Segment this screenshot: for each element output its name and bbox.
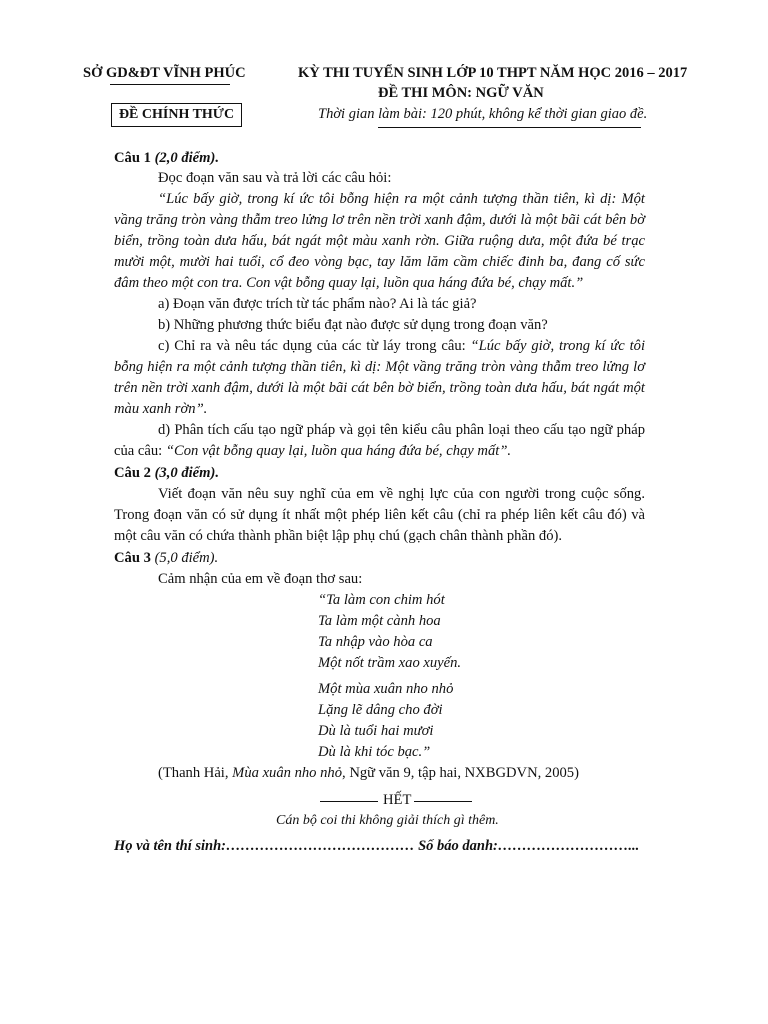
exam-title: KỲ THI TUYỂN SINH LỚP 10 THPT NĂM HỌC 2016 – 2017 <box>298 65 688 81</box>
poem-line: Ta nhập vào hòa ca <box>318 634 433 650</box>
header-rule <box>110 84 230 85</box>
poem-line: Một nốt trầm xao xuyến. <box>318 655 462 671</box>
q1-passage-line: mười một, mười hai tuổi, cổ đeo vòng bạc, tay lăm lăm cầm chiếc đinh ba, đang cố sức <box>114 254 645 270</box>
q1-part-c: c) Chỉ ra và nêu tác dụng của các từ láy trong câu: “Lúc bấy giờ, trong kí ức tôi <box>158 338 645 354</box>
q1-part-a: a) Đoạn văn được trích từ tác phẩm nào? Ai là tác giả? <box>158 296 477 312</box>
q1-part-d-line: của câu: “Con vật bỗng quay lại, luồn qua háng đứa bé, chạy mất”. <box>114 443 512 459</box>
q1-passage-line: vầng trăng tròn vàng thẫm treo lửng lơ trên nền trời xanh đậm, dưới là một bãi cát bên bờ <box>114 212 645 228</box>
poem-line: “Ta làm con chim hót <box>318 592 445 608</box>
exam-subject: ĐỀ THI MÔN: NGỮ VĂN <box>378 85 544 101</box>
q2-text-line: một câu văn có chứa thành phần biệt lập phụ chú (gạch chân thành phần đó). <box>114 528 563 544</box>
q2-text-line: Trong đoạn văn có sử dụng ít nhất một phép liên kết câu (chỉ ra phép liên kết câu đó) và <box>114 507 645 523</box>
q2-heading: Câu 2 (3,0 điểm). <box>114 465 220 481</box>
end-mark: HẾT <box>383 792 412 808</box>
q1-part-c-line: trên nền trời xanh đậm, dưới là một bãi cát bên bờ biển, trồng toàn dưa hấu, bát ngát một <box>114 380 645 396</box>
q2-text-line: Viết đoạn văn nêu suy nghĩ của em về nghị lực của con người trong cuộc sống. <box>158 486 645 502</box>
poem-line: Một mùa xuân nho nhỏ <box>318 681 454 697</box>
time-note: Thời gian làm bài: 120 phút, không kể thời gian giao đề. <box>318 106 648 122</box>
department-name: SỞ GD&ĐT VĨNH PHÚC <box>83 65 246 81</box>
q3-heading: Câu 3 (5,0 điểm). <box>114 550 219 566</box>
q1-passage-line: đâm theo một con tra. Con vật bỗng quay lại, luồn qua háng đứa bé, chạy mất.” <box>114 275 584 291</box>
poem-line: Ta làm một cành hoa <box>318 613 441 629</box>
end-rule-right <box>414 801 472 802</box>
candidate-info-line: Họ và tên thí sinh:………………………………… Số báo danh:………………………... <box>114 838 640 854</box>
end-rule-left <box>320 801 378 802</box>
q1-passage-line: biển, trồng toàn dưa hấu, bát ngát một màu xanh rờn. Giữa ruộng dưa, một đứa bé trạc <box>114 233 645 249</box>
proctor-note: Cán bộ coi thi không giải thích gì thêm. <box>276 813 499 828</box>
q1-part-c-line: màu xanh rờn”. <box>114 401 208 417</box>
q1-intro: Đọc đoạn văn sau và trả lời các câu hỏi: <box>158 170 392 186</box>
q1-passage-line: “Lúc bấy giờ, trong kí ức tôi bỗng hiện ra một cảnh tượng thần tiên, kì dị: Một <box>158 191 645 207</box>
poem-line: Dù là khi tóc bạc.” <box>318 744 431 760</box>
poem-line: Lặng lẽ dâng cho đời <box>318 702 443 718</box>
poem-source: (Thanh Hải, Mùa xuân nho nhỏ, Ngữ văn 9, tập hai, NXBGDVN, 2005) <box>158 765 579 781</box>
q1-heading: Câu 1 (2,0 điểm). <box>114 150 220 166</box>
official-badge: ĐỀ CHÍNH THỨC <box>111 103 242 127</box>
time-rule <box>378 127 641 128</box>
q1-part-b: b) Những phương thức biểu đạt nào được sử dụng trong đoạn văn? <box>158 317 548 333</box>
poem-line: Dù là tuổi hai mươi <box>318 723 434 739</box>
q3-intro: Cảm nhận của em về đoạn thơ sau: <box>158 571 363 587</box>
q1-part-c-line: bỗng hiện ra một cảnh tượng thần tiên, kì dị: Một vầng trăng tròn vàng thẫm treo lửng lơ <box>114 359 645 375</box>
q1-part-d: d) Phân tích cấu tạo ngữ pháp và gọi tên kiểu câu phân loại theo cấu tạo ngữ pháp <box>158 422 645 438</box>
